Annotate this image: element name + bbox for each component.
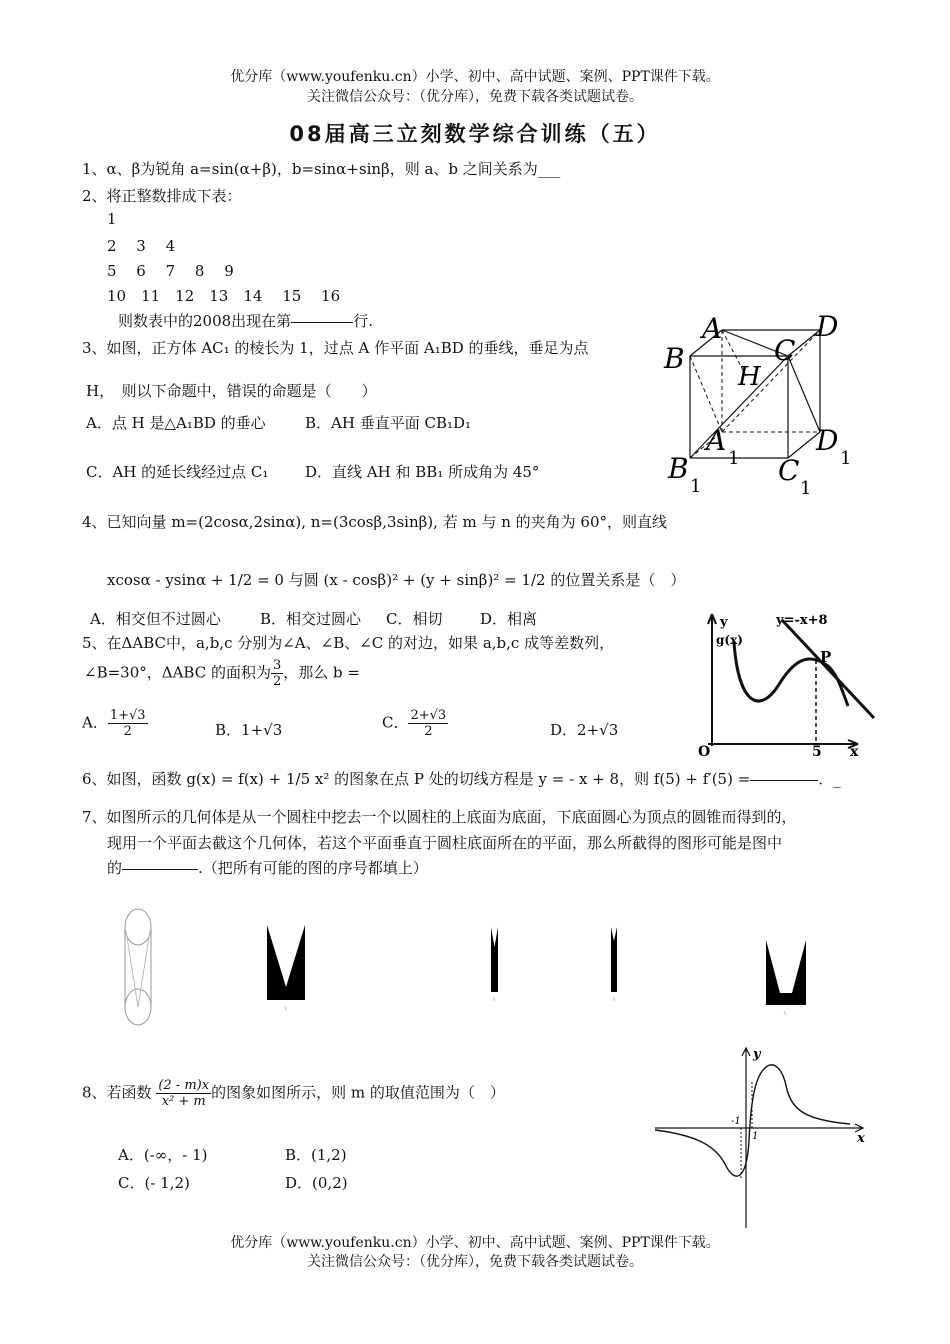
question-text: 已知向量 m=(2cosα,2sinα), n=(3cosβ,3sinβ), 若 m 与 n 的夹角为 60°，则直线 — [106, 513, 668, 531]
question-7-line-3 — [107, 857, 428, 878]
tangent-label: y=-x+8 — [776, 613, 828, 628]
question-text: ∠B=30°，ΔABC 的面积为 — [84, 663, 271, 682]
question-text: 则数表中的2008出现在第 — [118, 312, 292, 330]
number-table-row-3: 5 6 7 8 9 — [107, 262, 234, 280]
option-label: A． — [82, 713, 108, 732]
footer-line-2: 关注微信公众号：（优分库），免费下载各类试题试卷。 — [307, 1254, 643, 1270]
label-a1: A — [706, 424, 727, 457]
label-c1-subscript: 1 — [800, 478, 812, 498]
tick-neg1: -1 — [731, 1116, 741, 1127]
option-a — [82, 708, 148, 739]
section-figure-1 — [267, 925, 305, 1000]
option-a: A．相交但不过圆心 — [90, 610, 221, 628]
question-7-line-1 — [82, 806, 797, 827]
label-a1-subscript: 1 — [728, 448, 740, 469]
question-text: 将正整数排成下表： — [106, 187, 242, 205]
number-table-row-1: 1 — [107, 210, 117, 228]
fraction-3-over-2 — [271, 658, 283, 689]
function-fraction — [156, 1078, 211, 1109]
question-4-line-1 — [82, 511, 667, 532]
denominator: 2 — [272, 674, 282, 689]
header-line-2: 关注微信公众号：（优分库），免费下载各类试题试卷。 — [307, 89, 643, 105]
label-b1-subscript: 1 — [690, 476, 702, 497]
question-2-intro — [82, 185, 242, 206]
option-c: C．AH 的延长线经过点 C₁ — [86, 463, 269, 481]
page-title: 08届高三立刻数学综合训练（五） — [289, 122, 661, 146]
question-8 — [82, 1078, 505, 1109]
answer-blank[interactable] — [122, 868, 198, 870]
question-7-line-2: 现用一个平面去截这个几何体，若这个平面垂直于圆柱底面所在的平面，那么所截得的图形可能是图中 — [107, 834, 783, 852]
tick-pos1: 1 — [752, 1131, 759, 1142]
label-d1: D — [816, 424, 839, 457]
option-b: B．(1,2) — [285, 1146, 347, 1164]
label-c1: C — [778, 454, 800, 487]
question-text: 在ΔABC中，a,b,c 分别为∠A、∠B、∠C 的对边，如果 a,b,c 成等差数列， — [106, 634, 615, 652]
label-d1-subscript: 1 — [840, 448, 852, 469]
q8-graph — [655, 1040, 875, 1230]
option-a: A．点 H 是△A₁BD 的垂心 — [86, 414, 266, 432]
question-text: 的 — [107, 859, 123, 877]
header-line-1: 优分库（www.youfenku.cn）小学、初中、高中试题、案例、PPT课件下载。 — [230, 69, 720, 85]
origin-label: O — [698, 744, 711, 758]
question-text: 的图象如图所示，则 m 的取值范围为（ ） — [211, 1083, 505, 1102]
question-number: 4、 — [82, 513, 107, 531]
question-number: 5、 — [82, 634, 107, 652]
number-table-row-4: 10 11 12 13 14 15 16 — [107, 287, 341, 305]
answer-blank[interactable] — [291, 321, 353, 323]
option-c: C．(- 1,2) — [118, 1174, 190, 1192]
label-b1: B — [668, 452, 689, 485]
question-text: ．_ — [818, 770, 841, 788]
numerator: (2 - m)x — [158, 1078, 210, 1093]
question-3-line-2: H， 则以下命题中，错误的命题是（ ） — [86, 382, 377, 400]
option-label: C． — [382, 713, 409, 732]
question-6 — [82, 768, 841, 789]
question-5-line-1 — [82, 632, 614, 653]
denominator: 2 — [123, 724, 132, 739]
question-3-line-1 — [82, 337, 589, 358]
answer-blank[interactable] — [750, 779, 818, 781]
question-4-line-2: xcosα - ysinα + 1/2 = 0 与圆 (x - cosβ)² + (y + sinβ)² = 1/2 的位置关系是（ ） — [107, 571, 686, 589]
x-tick-5: 5 — [812, 744, 822, 758]
x-axis-label: x — [850, 744, 859, 758]
question-number: 1、 — [82, 160, 107, 178]
option-a: A．(-∞，- 1) — [118, 1146, 208, 1164]
option-c: C．相切 — [386, 610, 443, 628]
solid-figure — [125, 909, 151, 1025]
label-d: D — [816, 310, 839, 343]
x-axis-label: x — [857, 1131, 865, 1146]
cube-figure — [662, 308, 862, 498]
label-b: B — [664, 342, 685, 375]
option-b: B．1+√3 — [215, 721, 283, 739]
point-p-label: P — [820, 648, 832, 666]
option-d: D．直线 AH 和 BB₁ 所成角为 45° — [305, 463, 540, 481]
number-table-row-2: 2 3 4 — [107, 237, 176, 255]
option-d: D．2+√3 — [550, 721, 619, 739]
section-figure-2 — [491, 927, 498, 992]
y-axis-label: y — [753, 1047, 761, 1062]
question-1 — [82, 158, 560, 179]
option-fraction — [408, 708, 448, 739]
question-text: 若函数 — [106, 1083, 152, 1102]
option-b: B．相交过圆心 — [260, 610, 362, 628]
section-figure-3 — [611, 927, 617, 992]
question-text: 如图，函数 g(x) = f(x) + 1/5 x² 的图象在点 P 处的切线方程是 y = - x + 8，则 f(5) + f′(5) = — [106, 770, 751, 788]
q7-figures — [120, 905, 820, 1030]
question-number: 3、 — [82, 339, 107, 357]
option-b: B．AH 垂直平面 CB₁D₁ — [305, 414, 472, 432]
g-label: g(x) — [716, 633, 743, 647]
denominator: 2 — [424, 724, 433, 739]
question-text: 如图，正方体 AC₁ 的棱长为 1，过点 A 作平面 A₁BD 的垂线，垂足为点 — [106, 339, 589, 357]
question-5-line-2 — [84, 658, 360, 689]
label-h: H — [738, 362, 761, 392]
option-fraction — [108, 708, 148, 739]
question-text: 行. — [353, 312, 373, 330]
section-figure-4 — [766, 940, 806, 1005]
y-axis-label: y — [720, 615, 728, 630]
option-c — [382, 708, 448, 739]
label-a: A — [702, 312, 723, 345]
question-2-ask — [118, 310, 373, 331]
denominator: x² + m — [161, 1094, 206, 1109]
question-number: 6、 — [82, 770, 107, 788]
question-number: 2、 — [82, 187, 107, 205]
q6-graph — [678, 606, 878, 758]
question-text: α、β为锐角 a=sin(α+β)，b=sinα+sinβ，则 a、b 之间关系为___ — [106, 160, 561, 178]
numerator: 2+√3 — [410, 708, 447, 723]
question-text: .（把所有可能的图的序号都填上） — [198, 859, 428, 877]
option-d: D．相离 — [480, 610, 538, 628]
numerator: 3 — [272, 658, 282, 673]
question-number: 7、 — [82, 808, 107, 826]
question-number: 8、 — [82, 1083, 107, 1102]
question-text: 如图所示的几何体是从一个圆柱中挖去一个以圆柱的上底面为底面，下底面圆心为顶点的圆锥而得到的， — [106, 808, 797, 826]
label-c: C — [774, 334, 796, 367]
footer-line-1: 优分库（www.youfenku.cn）小学、初中、高中试题、案例、PPT课件下载。 — [230, 1235, 720, 1251]
numerator: 1+√3 — [109, 708, 146, 723]
option-d: D．(0,2) — [285, 1174, 348, 1192]
question-text: ，那么 b = — [283, 663, 360, 682]
